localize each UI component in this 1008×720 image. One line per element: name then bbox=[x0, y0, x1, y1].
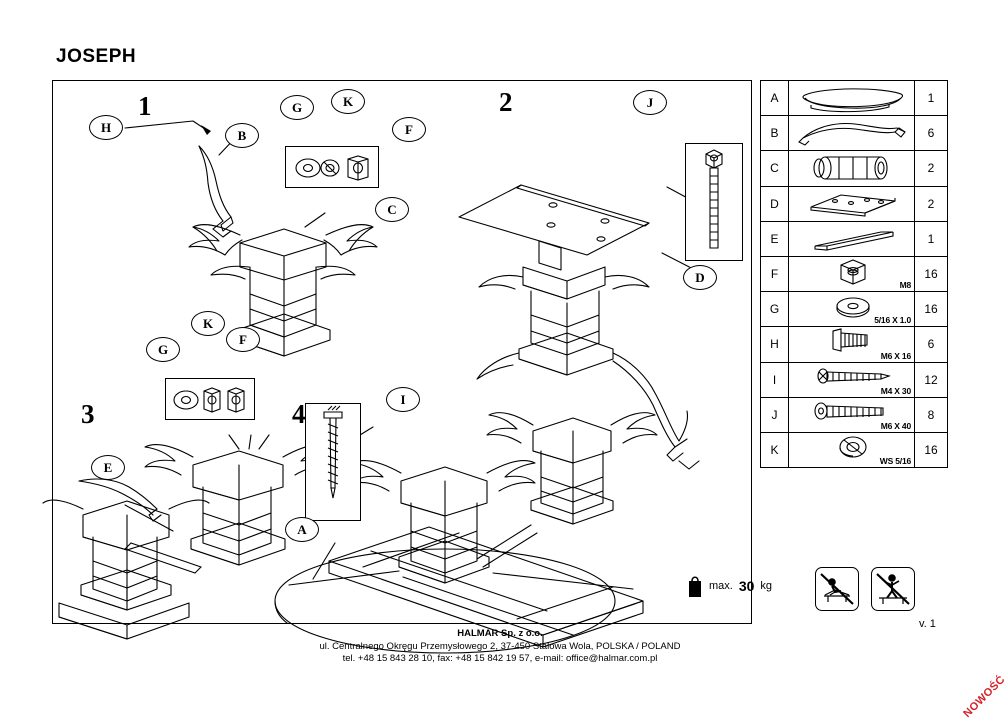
part-qty: 1 bbox=[927, 91, 935, 106]
part-letter: J bbox=[761, 398, 789, 432]
part-spec: M6 X 16 bbox=[880, 350, 911, 361]
part-image-curved-leg bbox=[789, 116, 915, 150]
part-spec: M4 X 30 bbox=[880, 385, 911, 396]
callout-step3-E: E bbox=[91, 455, 125, 480]
part-qty: 16 bbox=[924, 267, 938, 282]
part-letter: I bbox=[761, 363, 789, 397]
parts-table bbox=[760, 80, 948, 468]
callout-step4-I: I bbox=[386, 387, 420, 412]
step-number-1: 1 bbox=[138, 91, 152, 121]
table-row bbox=[761, 116, 947, 151]
detail-box-step1 bbox=[285, 146, 379, 188]
weight-icon bbox=[687, 573, 703, 599]
part-image-spring-washer bbox=[789, 433, 915, 467]
part-qty: 2 bbox=[927, 196, 935, 211]
version-label: v. 1 bbox=[919, 618, 936, 630]
callout-step1-K: K bbox=[331, 89, 365, 114]
table-row bbox=[761, 257, 947, 292]
part-image-washer bbox=[789, 292, 915, 326]
callout-step4-A: A bbox=[285, 517, 319, 542]
footer-contact: tel. +48 15 843 28 10, fax: +48 15 842 19 57, e-mail: office@halmar.com.pl bbox=[342, 653, 658, 664]
part-image-table-top bbox=[789, 81, 915, 115]
part-image-bolt-long bbox=[789, 398, 915, 432]
part-image-hex-nut bbox=[789, 257, 915, 291]
footer bbox=[0, 628, 1000, 666]
detail-box-step3 bbox=[165, 378, 255, 420]
part-letter: C bbox=[761, 151, 789, 185]
drawing-area bbox=[52, 80, 773, 624]
callout-step1-H: H bbox=[89, 115, 123, 140]
step-number-3: 3 bbox=[81, 399, 95, 429]
part-spec: 5/16 X 1.0 bbox=[874, 315, 911, 326]
table-row bbox=[761, 327, 947, 362]
part-spec: M8 bbox=[899, 280, 911, 291]
part-letter: A bbox=[761, 81, 789, 115]
part-letter: E bbox=[761, 222, 789, 256]
part-qty: 6 bbox=[927, 337, 935, 352]
no-sit-icon bbox=[815, 567, 859, 611]
nowosc-badge-label: NOWOŚĆ bbox=[961, 673, 1008, 720]
nowosc-badge bbox=[920, 652, 1008, 720]
weight-max-label: max. bbox=[709, 580, 733, 592]
part-qty: 1 bbox=[927, 231, 935, 246]
table-row bbox=[761, 222, 947, 257]
part-qty: 8 bbox=[927, 407, 935, 422]
table-row bbox=[761, 292, 947, 327]
part-spec: WS 5/16 bbox=[879, 456, 911, 467]
part-image-mounting-plate bbox=[789, 187, 915, 221]
table-row bbox=[761, 151, 947, 186]
part-letter: F bbox=[761, 257, 789, 291]
callout-step3-F: F bbox=[226, 327, 260, 352]
part-qty: 16 bbox=[924, 302, 938, 317]
part-qty: 12 bbox=[924, 372, 938, 387]
part-letter: G bbox=[761, 292, 789, 326]
table-row bbox=[761, 81, 947, 116]
callout-step2-J: J bbox=[633, 90, 667, 115]
part-letter: H bbox=[761, 327, 789, 361]
detail-box-step2 bbox=[685, 143, 743, 261]
callout-step3-K: K bbox=[191, 311, 225, 336]
part-image-column-sleeve bbox=[789, 151, 915, 185]
part-qty: 6 bbox=[927, 126, 935, 141]
part-letter: B bbox=[761, 116, 789, 150]
callout-step1-G: G bbox=[280, 95, 314, 120]
detail-box-step4 bbox=[305, 403, 361, 521]
part-image-bolt-short bbox=[789, 327, 915, 361]
step-number-4: 4 bbox=[292, 399, 306, 429]
part-qty: 2 bbox=[927, 161, 935, 176]
part-spec: M6 X 40 bbox=[880, 420, 911, 431]
table-row bbox=[761, 187, 947, 222]
part-letter: D bbox=[761, 187, 789, 221]
callout-step2-D: D bbox=[683, 265, 717, 290]
part-image-screw-long bbox=[789, 363, 915, 397]
callout-step1-B: B bbox=[225, 123, 259, 148]
weight-limit bbox=[687, 573, 772, 599]
page-title: JOSEPH bbox=[56, 46, 137, 67]
table-row bbox=[761, 433, 947, 467]
table-row bbox=[761, 363, 947, 398]
callout-step1-F: F bbox=[392, 117, 426, 142]
part-image-flat-bar bbox=[789, 222, 915, 256]
callout-step3-G: G bbox=[146, 337, 180, 362]
part-qty: 16 bbox=[924, 442, 938, 457]
no-stand-icon bbox=[871, 567, 915, 611]
step-number-2: 2 bbox=[499, 87, 513, 117]
footer-company: HALMAR Sp. z o.o. bbox=[457, 628, 543, 639]
callout-step1-C: C bbox=[375, 197, 409, 222]
table-row bbox=[761, 398, 947, 433]
footer-address: ul. Centralnego Okręgu Przemysłowego 2, 37-450 Stalowa Wola, POLSKA / POLAND bbox=[319, 640, 681, 652]
weight-unit: kg bbox=[760, 580, 773, 592]
weight-value: 30 bbox=[738, 578, 755, 594]
part-letter: K bbox=[761, 433, 789, 467]
